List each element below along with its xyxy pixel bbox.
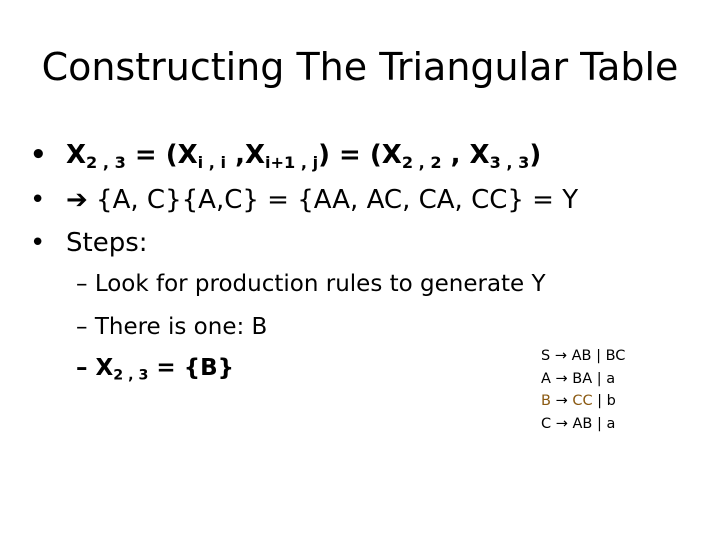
right-arrow-icon: → — [555, 415, 568, 432]
right-arrow-icon: → — [554, 348, 567, 364]
product-text: {A, C}{A,C} = {AA, AC, CA, CC} = Y — [87, 185, 579, 215]
rule-lhs: A — [541, 370, 551, 387]
rule-b — [541, 390, 625, 413]
bullet-steps — [30, 226, 148, 260]
rule-lhs: C — [541, 415, 552, 432]
subitem-there-is-one — [76, 312, 267, 342]
equals-open: = (X — [125, 140, 198, 170]
bullet-dot: • — [30, 140, 47, 170]
rule-rhs: BA | a — [572, 370, 616, 387]
comma-x: ,X — [226, 140, 266, 170]
grammar-rules — [541, 345, 625, 435]
bullet-x23-definition — [30, 138, 541, 180]
bullet-dot: • — [30, 185, 46, 215]
slide-title: Constructing The Triangular Table — [41, 45, 679, 89]
rule-rhs: CC | b — [572, 393, 616, 409]
dash: – — [76, 271, 88, 297]
rule-s — [541, 345, 625, 368]
x-subscript: 2 , 3 — [113, 367, 149, 384]
result-text: = {B} — [148, 355, 234, 381]
xi1-subscript: i+1 , j — [265, 152, 319, 172]
x33-subscript: 3 , 3 — [489, 152, 530, 172]
x-symbol: X — [95, 355, 114, 381]
rule-a — [541, 368, 625, 391]
x-subscript: 2 , 3 — [86, 152, 126, 172]
rule-lhs: S — [541, 348, 551, 364]
x22-subscript: 2 , 2 — [401, 152, 442, 172]
rule-lhs: B — [541, 393, 551, 409]
rule-rhs: AB | BC — [571, 348, 626, 364]
bullet-cartesian-product — [30, 183, 578, 217]
rule-rhs-highlight: CC — [572, 393, 593, 409]
subitem-text: Look for production rules to generate Y — [94, 271, 546, 297]
xi-subscript: i , i — [197, 152, 227, 172]
close-equals-open: ) = (X — [318, 140, 402, 170]
right-arrow-icon: → — [555, 370, 568, 387]
close-paren: ) — [529, 140, 542, 170]
subitem-x23-result — [76, 353, 234, 390]
right-arrow-icon: ➔ — [66, 185, 88, 215]
subitem-text: There is one: B — [94, 314, 268, 340]
subitem-look-for-rules — [76, 269, 546, 299]
right-arrow-icon: → — [555, 393, 568, 409]
steps-text: Steps: — [66, 228, 148, 258]
x-symbol: X — [66, 140, 87, 170]
comma-x3: , X — [441, 140, 490, 170]
rule-rhs: AB | a — [572, 415, 616, 432]
dash: – — [76, 314, 88, 340]
dash: – — [76, 355, 88, 381]
rule-c — [541, 413, 625, 436]
bullet-dot: • — [30, 228, 46, 258]
